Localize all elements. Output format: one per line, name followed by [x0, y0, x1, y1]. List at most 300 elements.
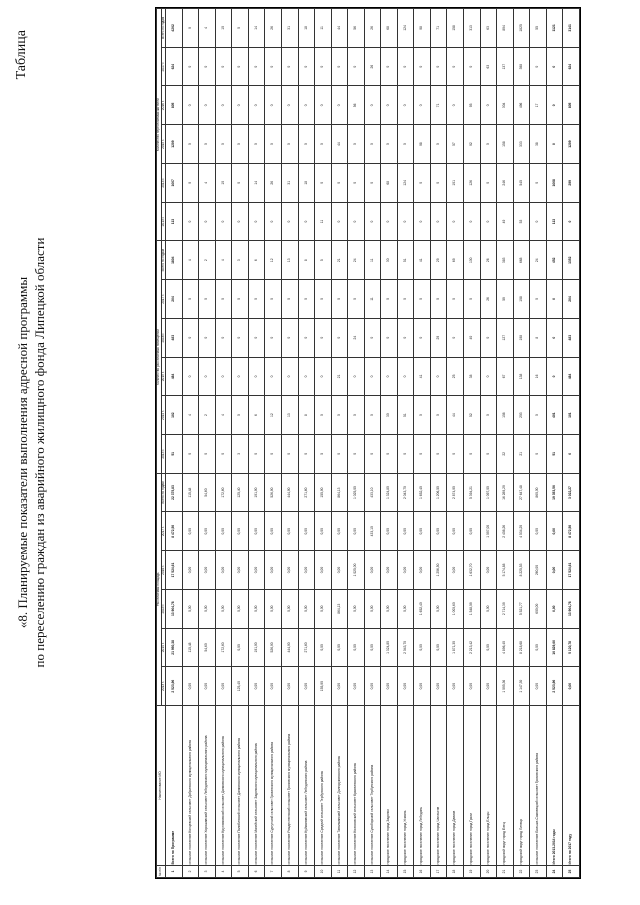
table-cell: 0,00 [331, 512, 348, 551]
table-cell: 49 [497, 202, 514, 241]
table-cell: 0 [282, 47, 299, 86]
table-cell: 17 524,61 [563, 551, 580, 590]
row-name-cell: городской округ город Липецк [513, 706, 530, 866]
table-cell: 0 [199, 434, 216, 473]
table-cell: 0 [298, 434, 315, 473]
table-cell: 41 [414, 241, 431, 280]
table-cell: 124 [397, 163, 414, 202]
table-cell: 383 [497, 241, 514, 280]
table-cell: 44 [331, 125, 348, 164]
table-cell: 8 [282, 866, 299, 878]
table-cell: 1825 [513, 9, 530, 48]
table-cell: 0,00 [381, 551, 398, 590]
table-cell: 0 [331, 163, 348, 202]
table-cell: 668 [513, 241, 530, 280]
table-cell: 0 [480, 86, 497, 125]
table-cell: 0 [381, 318, 398, 357]
table-cell: 0 [298, 125, 315, 164]
table-cell: 0,00 [447, 512, 464, 551]
table-cell: 17 524,61 [166, 551, 183, 590]
table-cell: 0 [414, 280, 431, 319]
table-row [497, 9, 514, 878]
table-cell: 260,00 [530, 551, 547, 590]
table-cell: 31 [282, 163, 299, 202]
table-row [464, 9, 481, 878]
table-cell: 0,00 [397, 667, 414, 706]
table-cell: 3 [232, 241, 249, 280]
table-cell: 0 [397, 280, 414, 319]
table-cell: 0,00 [315, 512, 332, 551]
table-cell: 1804 [166, 241, 183, 280]
table-cell: 0,00 [232, 512, 249, 551]
table-cell: 0,00 [530, 667, 547, 706]
table-cell: 0,00 [282, 667, 299, 706]
table-cell: 0 [182, 280, 199, 319]
table-cell: 0 [232, 86, 249, 125]
table-cell: 2 874,90 [447, 473, 464, 512]
table-cell: 0 [215, 280, 232, 319]
table-cell: 125,40 [232, 473, 249, 512]
table-cell: 137 [497, 47, 514, 86]
table-cell: 0 [215, 47, 232, 86]
table-cell: 0 [348, 280, 365, 319]
row-name-cell: сельское поселение Кругликовский сельсовет Данковского муниципального района [215, 706, 232, 866]
table-cell: 0 [331, 202, 348, 241]
table-cell: 0 [364, 125, 381, 164]
table-cell: 59 [497, 280, 514, 319]
table-cell: 5 174,88 [497, 551, 514, 590]
table-cell: 0 [298, 280, 315, 319]
col-no: № п/п [157, 866, 166, 878]
table-cell: 0 [265, 125, 282, 164]
table-cell: 8 [298, 396, 315, 435]
table-cell: 8 225,53 [513, 551, 530, 590]
table-cell: 0 [282, 434, 299, 473]
table-cell: 1 025,00 [348, 551, 365, 590]
table-cell: 22 [497, 434, 514, 473]
row-name-cell: сельское поселение Копцевский сельсовет Добринского муниципального района [182, 706, 199, 866]
table-cell: 11 [364, 280, 381, 319]
table-cell: 0 [215, 434, 232, 473]
table-row [215, 9, 232, 878]
table-cell: 71 [430, 9, 447, 48]
table-cell: 0 [215, 318, 232, 357]
table-cell: 12 [265, 396, 282, 435]
table-cell: 0,00 [265, 551, 282, 590]
table-cell: 54,60 [199, 473, 216, 512]
table-cell: 0 [232, 47, 249, 86]
row-name-cell: сельское поселение Хорошавский сельсовет Лебедянского муниципального района [199, 706, 216, 866]
table-cell: 0,00 [282, 512, 299, 551]
table-cell: 14 [381, 866, 398, 878]
table-cell: 1007 [166, 163, 183, 202]
table-cell: 1 [166, 866, 183, 878]
table-cell: 8 472,56 [166, 512, 183, 551]
table-cell: 0,00 [348, 628, 365, 667]
table-cell: 0 [348, 357, 365, 396]
table-cell: 16 [530, 357, 547, 396]
table-cell: 0 [530, 47, 547, 86]
table-cell: 4 [215, 396, 232, 435]
table-cell: 1 652,40 [414, 589, 431, 628]
table-row [414, 9, 431, 878]
table-cell: 496 [513, 86, 530, 125]
table-cell: 433,10 [364, 473, 381, 512]
table-cell: 805 [166, 86, 183, 125]
table-cell: 0 [430, 434, 447, 473]
table-cell: 17 [530, 86, 547, 125]
row-name-cell: Всего по Программе [166, 706, 183, 866]
table-cell: 0 [397, 318, 414, 357]
table-cell: 0 [464, 280, 481, 319]
table-cell: 0,00 [530, 628, 547, 667]
table-cell: 0 [414, 396, 431, 435]
table-cell: 0,00 [248, 512, 265, 551]
table-cell: 0,00 [348, 589, 365, 628]
table-cell: 17 [430, 866, 447, 878]
table-cell: 0 [397, 86, 414, 125]
table-cell: 0,00 [430, 512, 447, 551]
table-cell: 0,00 [397, 551, 414, 590]
row-name-cell: городское поселение город Ельцы [480, 706, 497, 866]
table-cell: 545 [513, 163, 530, 202]
table-cell: 0 [480, 357, 497, 396]
table-cell: 101 [563, 396, 580, 435]
table-cell: 0 [232, 280, 249, 319]
table-cell: 0,00 [215, 512, 232, 551]
table-cell: 313 [464, 9, 481, 48]
table-row [348, 9, 365, 878]
table-cell: 5 [315, 241, 332, 280]
table-cell: 0,00 [331, 667, 348, 706]
table-cell: 0 [430, 396, 447, 435]
table-cell: 0,00 [248, 667, 265, 706]
table-cell: 0,00 [397, 589, 414, 628]
table-cell: 6 [248, 866, 265, 878]
table-cell: 0 [248, 357, 265, 396]
year-header: 2016 г. [161, 318, 166, 357]
table-cell: 1 324,80 [381, 473, 398, 512]
table-cell: 40 [464, 318, 481, 357]
table-cell: 0 [182, 86, 199, 125]
title-line-2: по переселению граждан из аварийного жилищного фонда Липецкой области [32, 237, 47, 668]
table-cell: 0 [530, 396, 547, 435]
table-cell: 115,48 [182, 628, 199, 667]
table-cell: 4 [215, 241, 232, 280]
table-cell: 0 [182, 125, 199, 164]
table-cell: 0,00 [546, 551, 563, 590]
row-name-cell: сельское поселение Мазейский сельсовет Задонского муниципального района [248, 706, 265, 866]
table-cell: 0,00 [182, 512, 199, 551]
table-cell: 92 [464, 125, 481, 164]
table-cell: 3 [232, 434, 249, 473]
table-cell: 4 896,40 [497, 628, 514, 667]
row-name-cell: городское поселение город Грязи [464, 706, 481, 866]
table-cell: 0 [331, 318, 348, 357]
table-cell: 108 [513, 280, 530, 319]
row-name-cell: городское поселение город Данков [447, 706, 464, 866]
table-row [298, 9, 315, 878]
table-cell: 1008 [546, 163, 563, 202]
table-cell: 4 [215, 866, 232, 878]
table-cell: 0,00 [348, 667, 365, 706]
table-cell: 20 [480, 866, 497, 878]
table-cell: 0,00 [248, 589, 265, 628]
table-row [364, 9, 381, 878]
table-cell: 0,00 [430, 628, 447, 667]
table-cell: 0,00 [215, 667, 232, 706]
table-cell: 0 [315, 47, 332, 86]
table-cell: 0 [430, 202, 447, 241]
table-cell: 1 652,40 [414, 473, 431, 512]
table-cell: 0 [430, 47, 447, 86]
table-cell: 155,90 [315, 473, 332, 512]
table-cell: 0 [397, 47, 414, 86]
table-cell: 0 [315, 86, 332, 125]
table-row [546, 9, 563, 878]
table-cell: 0,00 [298, 551, 315, 590]
year-header: 2014 г. [161, 628, 166, 667]
table-cell: 0 [348, 202, 365, 241]
table-cell: 0 [563, 434, 580, 473]
table-cell: 22 [513, 866, 530, 878]
table-cell: 0 [232, 163, 249, 202]
table-cell: 13 [364, 866, 381, 878]
table-cell: 0 [381, 125, 398, 164]
table-cell: 0,00 [199, 589, 216, 628]
table-cell: 115,48 [182, 473, 199, 512]
table-cell: 0 [248, 434, 265, 473]
table-cell: 26 [480, 280, 497, 319]
table-cell: 4 [199, 163, 216, 202]
table-cell: 0,00 [282, 551, 299, 590]
table-cell: 864,13 [331, 589, 348, 628]
year-header: 2015 г. [161, 357, 166, 396]
table-cell: 864,13 [331, 473, 348, 512]
table-cell: 0 [530, 163, 547, 202]
table-cell: 44 [447, 396, 464, 435]
table-cell: 204 [166, 280, 183, 319]
table-cell: 0 [331, 396, 348, 435]
table-cell: 71 [430, 86, 447, 125]
table-cell: 0 [248, 202, 265, 241]
table-cell: 0 [381, 434, 398, 473]
table-cell: 16 829,60 [546, 628, 563, 667]
table-cell: 0 [430, 125, 447, 164]
table-cell: 18 [298, 9, 315, 48]
table-cell: 0 [215, 202, 232, 241]
table-cell: 0 [530, 202, 547, 241]
table-cell: 0 [464, 434, 481, 473]
table-cell: 0 [430, 357, 447, 396]
table-cell: 204 [563, 280, 580, 319]
table-cell: 0 [232, 318, 249, 357]
year-header: 2013 г. [161, 434, 166, 473]
table-cell: 0 [182, 318, 199, 357]
table-cell: 191,90 [248, 628, 265, 667]
table-cell: 57 [447, 125, 464, 164]
table-cell: 0 [282, 357, 299, 396]
table-cell: 0 [348, 47, 365, 86]
table-cell: 11 [315, 202, 332, 241]
row-name-cell: городское поселение город Усмань [397, 706, 414, 866]
table-cell: 1 097,00 [480, 512, 497, 551]
row-name-cell: городской округ город Елец [497, 706, 514, 866]
table-cell: 0 [315, 280, 332, 319]
year-header: 2016 г. [161, 551, 166, 590]
table-cell: 11 [315, 9, 332, 48]
table-cell: 0,00 [298, 512, 315, 551]
table-cell: 53 [513, 202, 530, 241]
table-cell: 0 [414, 47, 431, 86]
row-name-cell: сельское поселение Куймановский сельсовет Лебедянского района [298, 706, 315, 866]
table-cell: 0 [315, 357, 332, 396]
page-title [14, 0, 48, 905]
table-cell: 24 [348, 241, 365, 280]
table-cell: 1209 [166, 125, 183, 164]
table-cell: 0,00 [480, 551, 497, 590]
table-cell: 0 [182, 357, 199, 396]
table-cell: 484 [166, 357, 183, 396]
year-header: 2013 г. [161, 202, 166, 241]
table-cell: 26 [265, 163, 282, 202]
table-cell: 0 [199, 280, 216, 319]
table-cell: 0,00 [232, 589, 249, 628]
table-cell: 23 [530, 866, 547, 878]
table-cell: 4262 [166, 9, 183, 48]
group-people: Количество переселяемых жителей [157, 9, 162, 241]
table-cell: 860,00 [530, 473, 547, 512]
table-cell: 1 147,30 [513, 667, 530, 706]
table-cell: 4 [199, 9, 216, 48]
table-cell: 0 [348, 396, 365, 435]
table-cell: 0 [430, 280, 447, 319]
table-cell: 0 [414, 318, 431, 357]
table-cell: 0 [331, 86, 348, 125]
table-cell: 0 [364, 163, 381, 202]
table-cell: 0 [232, 357, 249, 396]
table-cell: 51 [546, 434, 563, 473]
table-cell: 124 [397, 9, 414, 48]
table-cell: 0 [364, 86, 381, 125]
table-cell: 0 [232, 396, 249, 435]
table-cell: 13 904,78 [563, 589, 580, 628]
table-cell: 10 [215, 163, 232, 202]
table-cell: 0,00 [381, 589, 398, 628]
table-cell: 0,00 [546, 589, 563, 628]
table-cell: 0 [199, 318, 216, 357]
year-header: 2014 г. [161, 163, 166, 202]
table-cell: 0 [265, 47, 282, 86]
row-name-cell: сельское поселение Полибинский сельсовет Данковского муниципального района [232, 706, 249, 866]
table-cell: 0 [397, 434, 414, 473]
table-cell: 0 [315, 125, 332, 164]
table-cell: 56 [348, 86, 365, 125]
col-name: Наименование МО [157, 706, 166, 866]
table-cell: 158 [447, 9, 464, 48]
table-cell: 0 [397, 125, 414, 164]
year-header: 2015 г. [161, 589, 166, 628]
table-row [563, 9, 580, 878]
table-cell: 0,00 [199, 512, 216, 551]
table-cell: 4 534,20 [513, 512, 530, 551]
table-cell: 0 [298, 47, 315, 86]
table-cell: 1 871,30 [447, 628, 464, 667]
table-cell: 98 [414, 9, 431, 48]
table-cell: 1 097,00 [480, 473, 497, 512]
table-cell: 158 [497, 125, 514, 164]
table-cell: 0 [546, 357, 563, 396]
table-cell: 0,00 [430, 667, 447, 706]
table-cell: 113 [166, 202, 183, 241]
year-header: 2015 г. [161, 125, 166, 164]
table-row [480, 9, 497, 878]
row-name-cell: Итого по 2017 году [563, 706, 580, 866]
table-cell: 41 [414, 357, 431, 396]
table-cell: 0 [282, 280, 299, 319]
table-cell: 0,00 [331, 551, 348, 590]
table-cell: 2 [199, 396, 216, 435]
table-cell: 108 [497, 396, 514, 435]
row-name-cell: сельское поселение Таволжанский сельсовет Долгоруковского района [331, 706, 348, 866]
table-cell: 130 [464, 241, 481, 280]
table-cell: 113 [546, 202, 563, 241]
table-cell: 0,00 [480, 589, 497, 628]
table-row [315, 9, 332, 878]
table-cell: 0,00 [215, 589, 232, 628]
table-cell: 0 [248, 47, 265, 86]
table-cell: 0 [232, 9, 249, 48]
table-cell: 101 [447, 163, 464, 202]
table-cell: 16 [414, 866, 431, 878]
table-cell: 0 [381, 47, 398, 86]
table-cell: 24 [546, 866, 563, 878]
table-cell: 21 [513, 434, 530, 473]
table-cell: 172,60 [215, 473, 232, 512]
table-cell: 0 [447, 280, 464, 319]
table-cell: 0,00 [315, 551, 332, 590]
table-cell: 0,00 [265, 589, 282, 628]
table-cell: 0 [282, 125, 299, 164]
table-cell: 0 [546, 86, 563, 125]
table-cell: 26 [364, 9, 381, 48]
table-cell: 9 [182, 163, 199, 202]
table-cell: 51 [166, 434, 183, 473]
table-cell: 0 [298, 357, 315, 396]
table-cell: 1 095,36 [497, 667, 514, 706]
table-cell: 5 120,78 [563, 628, 580, 667]
table-cell: 5 394,21 [464, 473, 481, 512]
table-cell: 624 [563, 47, 580, 86]
table-cell: 452 [546, 241, 563, 280]
table-cell: 805 [563, 86, 580, 125]
table-cell: 2 [182, 866, 199, 878]
table-cell: 0 [232, 125, 249, 164]
table-cell: 51 [397, 241, 414, 280]
total-header: Всего по годам [161, 473, 166, 512]
table-cell: 1 548,09 [464, 589, 481, 628]
table-row [182, 9, 199, 878]
table-cell: 0,00 [282, 589, 299, 628]
table-cell: 0 [381, 357, 398, 396]
table-cell: 2 043,70 [397, 628, 414, 667]
table-cell: 0,00 [546, 512, 563, 551]
table-cell: 0,00 [248, 551, 265, 590]
table-cell: 0,00 [315, 628, 332, 667]
table-cell: 3 022,27 [563, 473, 580, 512]
table-cell: 0,00 [480, 628, 497, 667]
table-cell: 1209 [563, 125, 580, 164]
